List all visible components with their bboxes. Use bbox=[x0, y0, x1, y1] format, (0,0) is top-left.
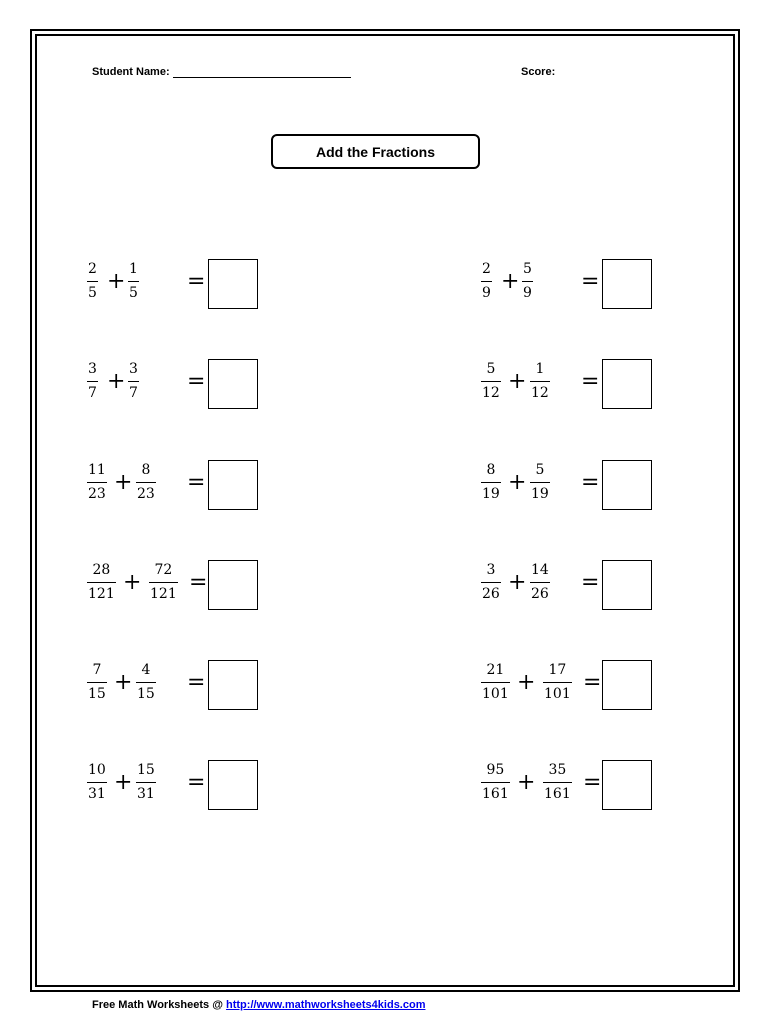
fraction-1 bbox=[87, 461, 107, 503]
fraction-bar bbox=[87, 381, 98, 382]
numerator: 8 bbox=[486, 462, 496, 478]
fraction-bar bbox=[128, 381, 139, 382]
equals-sign: = bbox=[187, 369, 206, 394]
denominator: 15 bbox=[137, 686, 155, 702]
problem-6 bbox=[481, 459, 653, 511]
fraction-bar bbox=[87, 281, 98, 282]
denominator: 23 bbox=[88, 486, 106, 502]
denominator: 19 bbox=[531, 486, 549, 502]
answer-box[interactable] bbox=[602, 760, 652, 810]
equals-sign: = bbox=[189, 570, 208, 595]
numerator: 21 bbox=[486, 662, 505, 678]
fraction-bar bbox=[522, 281, 533, 282]
problem-4 bbox=[481, 358, 653, 410]
fraction-2 bbox=[136, 761, 156, 803]
fraction-bar bbox=[136, 782, 156, 783]
worksheet-title: Add the Fractions bbox=[315, 143, 435, 160]
fraction-1 bbox=[481, 360, 501, 402]
fraction-bar bbox=[481, 381, 501, 382]
denominator: 31 bbox=[88, 786, 106, 802]
problem-5 bbox=[87, 459, 259, 511]
fraction-2 bbox=[530, 360, 550, 402]
fraction-bar bbox=[543, 682, 572, 683]
fraction-2 bbox=[128, 360, 139, 402]
numerator: 10 bbox=[88, 762, 106, 778]
answer-box[interactable] bbox=[602, 259, 652, 309]
denominator: 161 bbox=[482, 786, 509, 802]
fraction-1 bbox=[87, 360, 98, 402]
numerator: 3 bbox=[88, 361, 97, 377]
numerator: 14 bbox=[531, 562, 549, 578]
fraction-2 bbox=[543, 761, 572, 803]
numerator: 3 bbox=[486, 562, 496, 578]
plus-sign: + bbox=[107, 269, 126, 294]
equals-sign: = bbox=[187, 670, 206, 695]
equals-sign: = bbox=[581, 470, 600, 495]
denominator: 12 bbox=[531, 385, 549, 401]
fraction-1 bbox=[481, 561, 501, 603]
denominator: 121 bbox=[150, 586, 177, 602]
equals-sign: = bbox=[583, 670, 602, 695]
denominator: 7 bbox=[129, 385, 138, 401]
numerator: 17 bbox=[548, 662, 567, 678]
fraction-bar bbox=[87, 582, 116, 583]
equals-sign: = bbox=[187, 269, 206, 294]
numerator: 7 bbox=[92, 662, 102, 678]
plus-sign: + bbox=[114, 470, 133, 495]
numerator: 15 bbox=[137, 762, 155, 778]
answer-box[interactable] bbox=[602, 359, 652, 409]
answer-box[interactable] bbox=[208, 259, 258, 309]
plus-sign: + bbox=[508, 570, 527, 595]
fraction-bar bbox=[530, 482, 550, 483]
denominator: 5 bbox=[129, 285, 138, 301]
student-name-line[interactable] bbox=[173, 67, 351, 78]
denominator: 5 bbox=[88, 285, 97, 301]
plus-sign: + bbox=[508, 470, 527, 495]
fraction-bar bbox=[543, 782, 572, 783]
answer-box[interactable] bbox=[602, 460, 652, 510]
numerator: 5 bbox=[486, 361, 496, 377]
plus-sign: + bbox=[114, 670, 133, 695]
fraction-bar bbox=[530, 582, 550, 583]
footer-link[interactable]: http://www.mathworksheets4kids.com bbox=[226, 999, 426, 1011]
plus-sign: + bbox=[508, 369, 527, 394]
fraction-bar bbox=[481, 482, 501, 483]
fraction-2 bbox=[128, 260, 139, 302]
fraction-bar bbox=[136, 682, 156, 683]
numerator: 28 bbox=[92, 562, 111, 578]
fraction-bar bbox=[481, 582, 501, 583]
fraction-2 bbox=[136, 661, 156, 703]
plus-sign: + bbox=[107, 369, 126, 394]
fraction-1 bbox=[481, 461, 501, 503]
numerator: 8 bbox=[141, 462, 151, 478]
answer-box[interactable] bbox=[208, 460, 258, 510]
fraction-2 bbox=[530, 461, 550, 503]
plus-sign: + bbox=[517, 670, 536, 695]
denominator: 26 bbox=[482, 586, 500, 602]
denominator: 121 bbox=[88, 586, 115, 602]
denominator: 101 bbox=[482, 686, 509, 702]
problem-2 bbox=[481, 258, 653, 310]
fraction-bar bbox=[481, 782, 510, 783]
student-name-label: Student Name: bbox=[92, 66, 170, 78]
denominator: 7 bbox=[88, 385, 97, 401]
fraction-1 bbox=[87, 661, 107, 703]
plus-sign: + bbox=[123, 570, 142, 595]
equals-sign: = bbox=[581, 369, 600, 394]
denominator: 12 bbox=[482, 385, 500, 401]
fraction-bar bbox=[87, 482, 107, 483]
fraction-1 bbox=[87, 561, 116, 603]
problem-10 bbox=[481, 659, 653, 711]
fraction-bar bbox=[149, 582, 178, 583]
answer-box[interactable] bbox=[208, 359, 258, 409]
equals-sign: = bbox=[583, 770, 602, 795]
denominator: 9 bbox=[523, 285, 532, 301]
fraction-2 bbox=[149, 561, 178, 603]
problem-7 bbox=[87, 559, 259, 611]
denominator: 15 bbox=[88, 686, 106, 702]
numerator: 3 bbox=[129, 361, 138, 377]
denominator: 26 bbox=[531, 586, 549, 602]
numerator: 11 bbox=[88, 462, 106, 478]
fraction-bar bbox=[481, 281, 492, 282]
fraction-bar bbox=[87, 682, 107, 683]
plus-sign: + bbox=[114, 770, 133, 795]
fraction-2 bbox=[136, 461, 156, 503]
numerator: 35 bbox=[548, 762, 567, 778]
denominator: 19 bbox=[482, 486, 500, 502]
fraction-1 bbox=[481, 260, 492, 302]
answer-box[interactable] bbox=[602, 560, 652, 610]
fraction-2 bbox=[543, 661, 572, 703]
problem-9 bbox=[87, 659, 259, 711]
denominator: 23 bbox=[137, 486, 155, 502]
denominator: 9 bbox=[482, 285, 491, 301]
fraction-1 bbox=[87, 260, 98, 302]
fraction-2 bbox=[522, 260, 533, 302]
numerator: 4 bbox=[141, 662, 151, 678]
numerator: 72 bbox=[154, 562, 173, 578]
equals-sign: = bbox=[187, 470, 206, 495]
numerator: 5 bbox=[523, 261, 532, 277]
denominator: 161 bbox=[544, 786, 571, 802]
fraction-bar bbox=[136, 482, 156, 483]
numerator: 5 bbox=[535, 462, 545, 478]
problem-1 bbox=[87, 258, 259, 310]
problem-12 bbox=[481, 759, 653, 811]
footer-text: Free Math Worksheets @ bbox=[92, 999, 227, 1011]
fraction-bar bbox=[87, 782, 107, 783]
fraction-1 bbox=[87, 761, 107, 803]
numerator: 2 bbox=[88, 261, 97, 277]
answer-box[interactable] bbox=[208, 660, 258, 710]
fraction-1 bbox=[481, 761, 510, 803]
worksheet-title-box bbox=[271, 134, 480, 169]
fraction-bar bbox=[530, 381, 550, 382]
footer bbox=[92, 999, 425, 1011]
problem-11 bbox=[87, 759, 259, 811]
student-name-field bbox=[92, 66, 351, 78]
score-label: Score: bbox=[521, 66, 556, 78]
equals-sign: = bbox=[187, 770, 206, 795]
numerator: 1 bbox=[129, 261, 138, 277]
numerator: 2 bbox=[482, 261, 491, 277]
fraction-bar bbox=[481, 682, 510, 683]
answer-box[interactable] bbox=[208, 760, 258, 810]
answer-box[interactable] bbox=[208, 560, 258, 610]
numerator: 95 bbox=[486, 762, 505, 778]
numerator: 1 bbox=[535, 361, 545, 377]
fraction-1 bbox=[481, 661, 510, 703]
fraction-bar bbox=[128, 281, 139, 282]
fraction-2 bbox=[530, 561, 550, 603]
denominator: 101 bbox=[544, 686, 571, 702]
plus-sign: + bbox=[501, 269, 520, 294]
plus-sign: + bbox=[517, 770, 536, 795]
equals-sign: = bbox=[581, 570, 600, 595]
denominator: 31 bbox=[137, 786, 155, 802]
answer-box[interactable] bbox=[602, 660, 652, 710]
equals-sign: = bbox=[581, 269, 600, 294]
problem-8 bbox=[481, 559, 653, 611]
problem-3 bbox=[87, 358, 259, 410]
